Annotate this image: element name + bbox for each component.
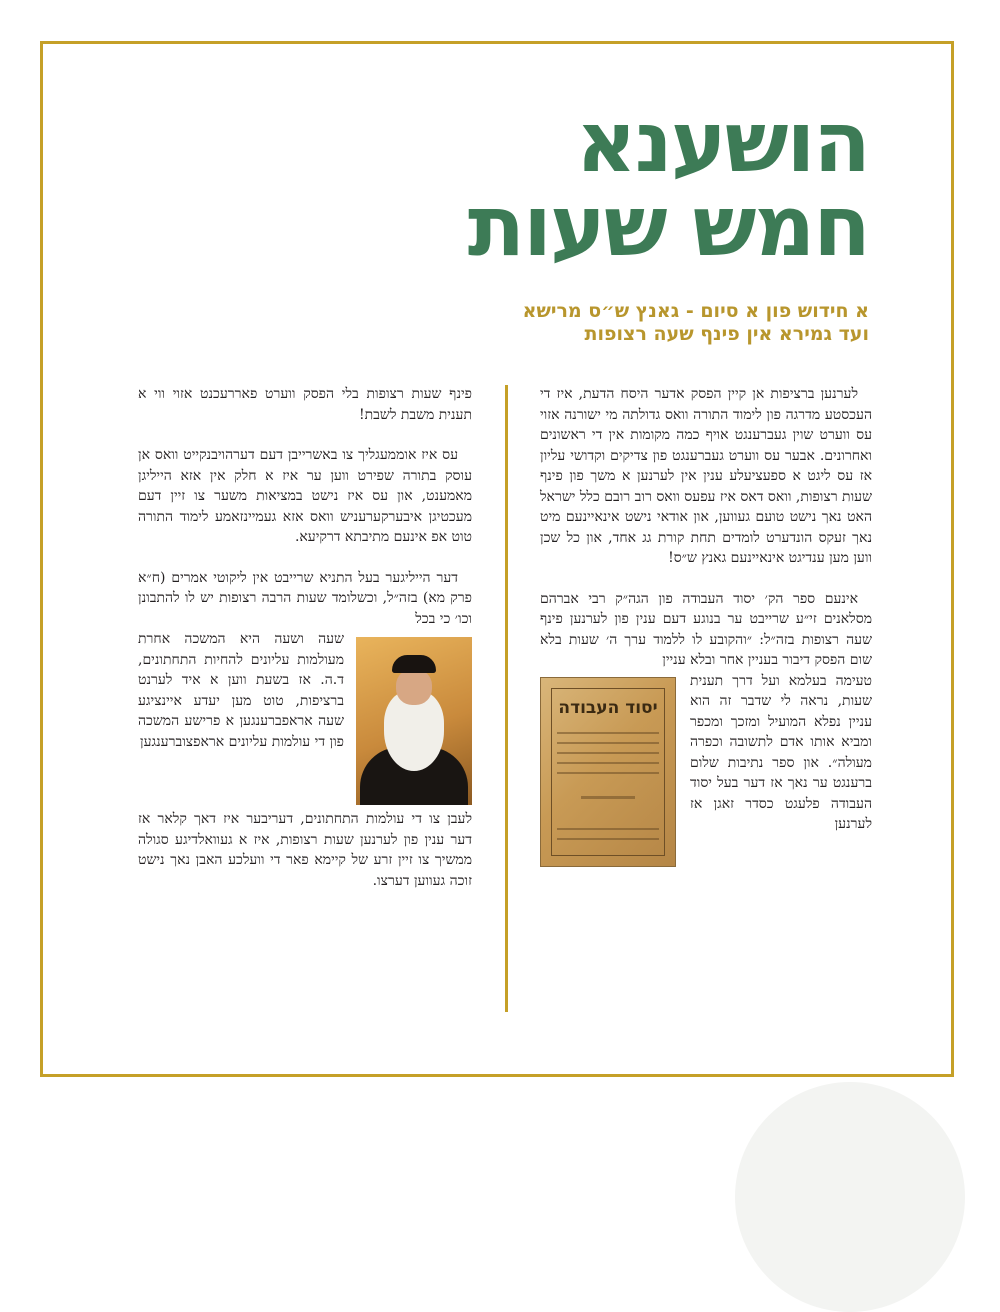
article-subtitle [249,300,869,346]
book-cover-image [540,677,676,867]
right-paragraph-1: לערנען ברציפות אן קיין הפסק אדער היסח הדעת, איז די העכסטע מדרגה פון לימוד התורה וואס גדולתה מי ישורנה אזוי עס ווערט שוין געברענגט אויף כמה מקומות אין די ראשונים ואחרונים. אבער עס ווערט געברענגט פון צדיקים וקדושי עליון אז עס ליגט א ספעציעלע ענין אין לערנען א משך פון פינף שעות רצופות, וואס דאס איז עפעס וואס רוב רובם כלל ישראל האט נאך נישט טועם געווען, און אודאי נישט אינאיינעם מיט נאך זעקס הונדערט לומדים תחת קורת גג אחד, און כל שכן ווען מען ענדיגט אינאיינעם גאנץ ש״ס! [540,386,872,566]
subtitle-line-1: א חידוש פון א סיום - גאנץ ש״ס מרישא [522,300,869,322]
title-line-2: חמש שעות [467,177,869,275]
article-title [249,93,869,275]
title-line-1: הושענא [575,93,869,191]
left-column [138,384,472,911]
book-cover-title: יסוד העבודה [558,697,658,718]
rabbi-portrait-image [356,637,472,805]
left-paragraph-2c: לעבן צו די עולמות התחתונים, דעריבער איז דאך קלאר אז דער ענין פון לערנען שעות רצופות, איז א געוואלדיגע סגולה ממשיך צו זיין זרע של קיימא פאר די וועלכע האבן נאך נישט זוכה געווען דערצו. [138,811,472,889]
left-paragraph-1: עס איז אוממעגליך צו באשרייבן דעם דערהויבנקייט וואס אן עוסק בתורה שפירט ווען ער איז א חלק אין אזא הייליגן מאמענט, און עס איז נישט במציאות משער צו זיין דעם מעכטיגן איבערקערעניש וואס אזא געמיינזאמע לימוד התורה טוט אפ אינעם מתיבתא דרקיעא. [138,447,472,545]
left-paragraph-0: פינף שעות רצופות בלי הפסק ווערט פאררעכנט אזוי ווי א תענית משבת לשבת! [138,386,472,423]
right-paragraph-2a: אינעם ספר הק׳ יסוד העבודה פון הגה״ק רבי אברהם מסלאנים זי״ע שרייבט ער בנוגע דעם ענין פון לערנען פינף שעה רצופות בזה״ל: ״והקובע לו ללמוד ערך ה׳ שעות בלא שום הפסק דיבור בעניין אחר ובלא עניין [540,590,872,668]
left-paragraph-2b: שעה ושעה היא המשכה אחרת מעולמות עליונים להחיות התחתונים, ד.ה. אז בשעת ווען א איד לערנט ברציפות, טוט מען יעדע איינציגע שעה אראפברענגען א פרישע המשכה פון די עולמות עליונים אראפצוברענגען [138,631,344,750]
background-circle [735,1082,965,1312]
column-divider [505,385,508,1012]
subtitle-line-2: ועד גמירא אין פינף שעה רצופות [584,323,869,345]
left-paragraph-2a: דער הייליגער בעל התניא שרייבט אין ליקוטי אמרים (ח״א פרק מא) בזה״ל, וכשלומד שעות הרבה רצופות יש לו להתבונן וכו׳ כי בכל [138,569,472,627]
right-paragraph-2b: טעימה בעלמא ועל דרך תענית שעות, נראה לי שדבר זה הוא עניין נפלא המועיל ומזכך ומכפר ומביא אותו אדם לתשובה וכפרה מעולה״. און ספר נתיבות שלום ברענגט ער נאך אז דער בעל יסוד העבודה פלעגט כסדר זאגן אז לערנען [690,672,872,832]
right-column [540,384,872,871]
